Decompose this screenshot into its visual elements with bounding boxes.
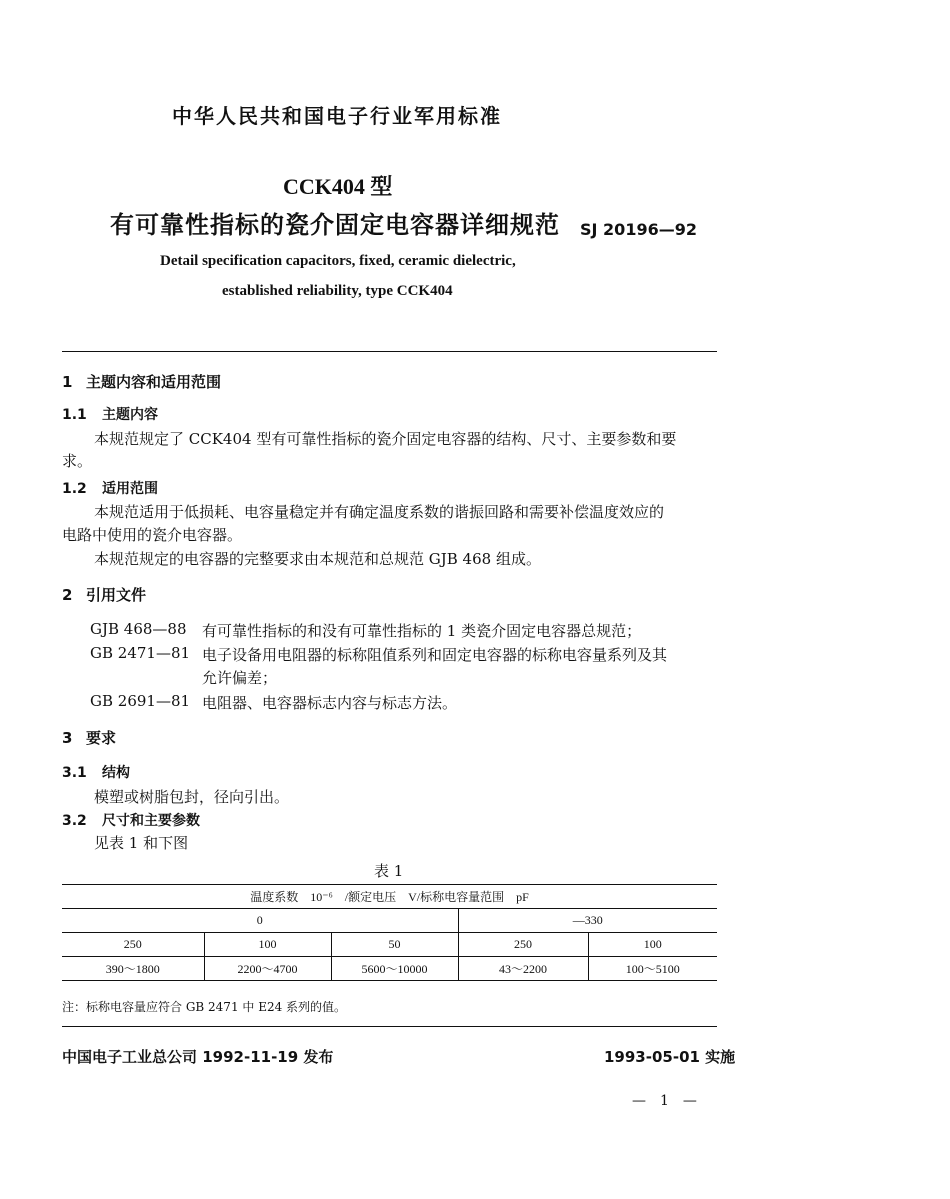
section-1-2-paragraph-2: 本规范规定的电容器的完整要求由本规范和总规范 GJB 468 组成。 [94,550,541,568]
section-1-1-paragraph-cont: 求。 [62,452,93,470]
reference-text: 电子设备用电阻器的标称阻值系列和固定电容器的标称电容量系列及其 [202,646,668,664]
reference-code: GJB 468—88 [90,620,187,638]
reference-text-cont: 允许偏差； [202,669,278,687]
section-3-number: 3 [62,729,73,747]
chinese-title: 有可靠性指标的瓷介固定电容器详细规范 [110,211,560,239]
table-data-cell: 2200～4700 [204,957,331,981]
reference-text: 有可靠性指标的和没有可靠性指标的 1 类瓷介固定电容器总规范； [202,622,642,640]
section-1-title: 主题内容和适用范围 [86,373,222,391]
table-sub-cell: 100 [204,933,331,957]
section-1-1-heading [62,404,158,424]
section-3-1-heading [62,762,130,782]
publish-date: 中国电子工业总公司 1992-11-19 发布 [62,1048,334,1066]
section-1-number: 1 [62,373,73,391]
standard-code: SJ 20196—92 [580,220,697,239]
section-1-2-paragraph-cont: 电路中使用的瓷介电容器。 [62,526,243,544]
section-1-1-title: 主题内容 [102,407,158,423]
section-1-heading [62,371,221,392]
table-data-cell: 390～1800 [62,957,204,981]
section-3-1-paragraph: 模塑或树脂包封，径向引出。 [94,788,290,806]
table-group-cell: 0 [62,909,458,933]
section-2-heading [62,584,146,605]
section-1-2-heading [62,478,158,498]
table-data-cell: 100～5100 [588,957,717,981]
implement-date: 1993-05-01 实施 [604,1048,736,1066]
section-3-2-number: 3.2 [62,813,87,829]
reference-code: GB 2691—81 [90,692,191,710]
table-data-cell: 5600～10000 [331,957,458,981]
section-1-2-number: 1.2 [62,481,87,497]
standard-title: 中华人民共和国电子行业军用标准 [172,104,502,128]
section-3-2-paragraph: 见表 1 和下图 [94,834,189,852]
footer-rule [62,1026,717,1027]
section-2-title: 引用文件 [86,586,147,604]
section-3-2-heading [62,810,200,830]
section-3-2-title: 尺寸和主要参数 [102,813,200,829]
section-1-2-title: 适用范围 [102,481,158,497]
section-3-heading [62,727,116,748]
table-header: 温度系数 10⁻⁶ /额定电压 V/标称电容量范围 pF [62,885,717,909]
model-title: CCK404 型 [283,174,393,199]
section-3-1-number: 3.1 [62,765,87,781]
reference-code: GB 2471—81 [90,644,191,662]
table-data-cell: 43～2200 [458,957,588,981]
spec-table [62,884,717,981]
section-3-1-title: 结构 [102,765,130,781]
section-1-2-paragraph: 本规范适用于低损耗、电容量稳定并有确定温度系数的谐振回路和需要补偿温度效应的 [94,503,665,521]
header-rule [62,351,717,352]
table-sub-cell: 250 [62,933,204,957]
table-sub-cell: 50 [331,933,458,957]
section-3-title: 要求 [86,729,117,747]
table-sub-cell: 100 [588,933,717,957]
table-group-cell: —330 [458,909,717,933]
section-1-1-number: 1.1 [62,407,87,423]
page-number: — 1 — [632,1093,697,1109]
english-title-line-1: Detail specification capacitors, fixed, ceramic dielectric, [160,253,516,269]
section-1-1-paragraph: 本规范规定了 CCK404 型有可靠性指标的瓷介固定电容器的结构、尺寸、主要参数和要 [94,430,677,448]
section-2-number: 2 [62,586,73,604]
table-note: 注：标称电容量应符合 GB 2471 中 E24 系列的值。 [62,1000,347,1014]
reference-text: 电阻器、电容器标志内容与标志方法。 [202,694,458,712]
table-caption: 表 1 [374,862,404,880]
table-sub-cell: 250 [458,933,588,957]
english-title-line-2: established reliability, type CCK404 [222,283,453,299]
